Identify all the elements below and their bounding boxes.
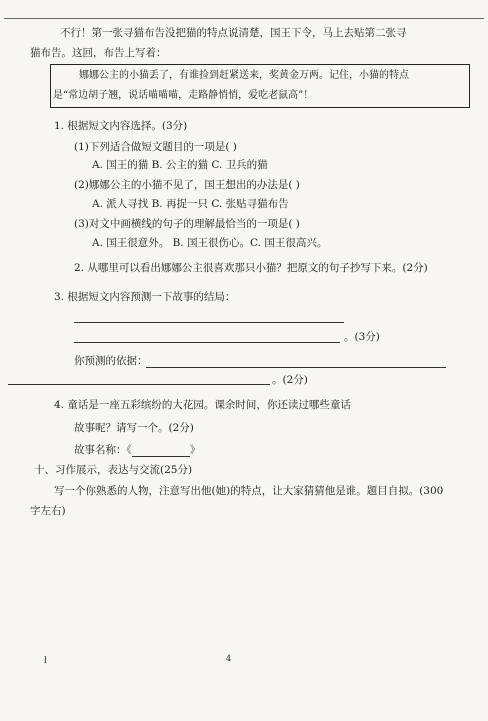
q1-sub2-stem: (2)娜娜公主的小猫不见了，国王想出的办法是( ) [74,179,300,191]
q1-sub1-stem: (1)下列适合做短文题目的一项是( ) [74,141,237,153]
story-name-label: 故事名称： [74,444,127,456]
intro-line-2: 猫布告。这回，布告上写着： [30,47,167,59]
q3-basis-label: 你预测的依据： [74,355,148,367]
notice-line-2: 是“常边胡子翘，说话喵喵喵，走路静悄悄，爱吃老鼠高”！ [53,90,314,101]
section-ten-title: 十、习作展示，表达与交流(25分) [34,464,193,476]
story-name-close: 》 [189,444,201,456]
page-number: 4 [226,654,232,663]
question-1-title: 1. 根据短文内容选择。(3分) [54,120,188,132]
margin-mark: ł [44,656,47,666]
section-ten-prompt-2: 字左右) [30,505,66,517]
notice-box [50,64,470,108]
story-name-row [74,443,200,457]
question-2: 2. 从哪里可以看出娜娜公主很喜欢那只小猫？把原文的句子抄写下来。(2分) [74,262,428,274]
notice-line-1: 娜娜公主的小猫丢了，有谁捡到赶紧送来，奖黄金万两。记住，小猫的特点 [79,70,409,81]
section-ten-prompt-1: 写一个你熟悉的人物，注意写出他(她)的特点，让大家猜猜他是谁。题目自拟。(300 [54,485,444,497]
q3-answer-line-2 [74,342,340,343]
q3-basis-line-1 [146,367,446,368]
question-4-line-2: 故事呢？请写一个。(2分) [74,422,194,434]
story-name-open: 《 [126,444,132,456]
question-4-line-1: 4. 童话是一座五彩缤纷的大花园。课余时间，你还读过哪些童话 [54,399,351,411]
top-divider [4,18,484,19]
q1-sub3-options: A. 国王很意外。 B. 国王很伤心。C. 国王很高兴。 [92,237,328,249]
q3-basis-line-2 [8,384,270,385]
q3-basis-score: 。(2分) [272,374,308,386]
intro-line-1: 不行！第一张寻猫布告没把猫的特点说清楚，国王下令，马上去贴第二张寻 [60,27,407,39]
q3-score: 。(3分) [344,331,380,343]
q1-sub1-options: A. 国王的猫 B. 公主的猫 C. 卫兵的猫 [92,159,268,171]
story-name-blank[interactable] [132,446,190,457]
q1-sub2-options: A. 派人寻找 B. 再捉一只 C. 张贴寻猫布告 [92,198,289,210]
question-3-title: 3. 根据短文内容预测一下故事的结局： [54,291,236,303]
q3-answer-line-1 [74,322,344,323]
q1-sub3-stem: (3)对文中画横线的句子的理解最恰当的一项是( ) [74,218,300,230]
